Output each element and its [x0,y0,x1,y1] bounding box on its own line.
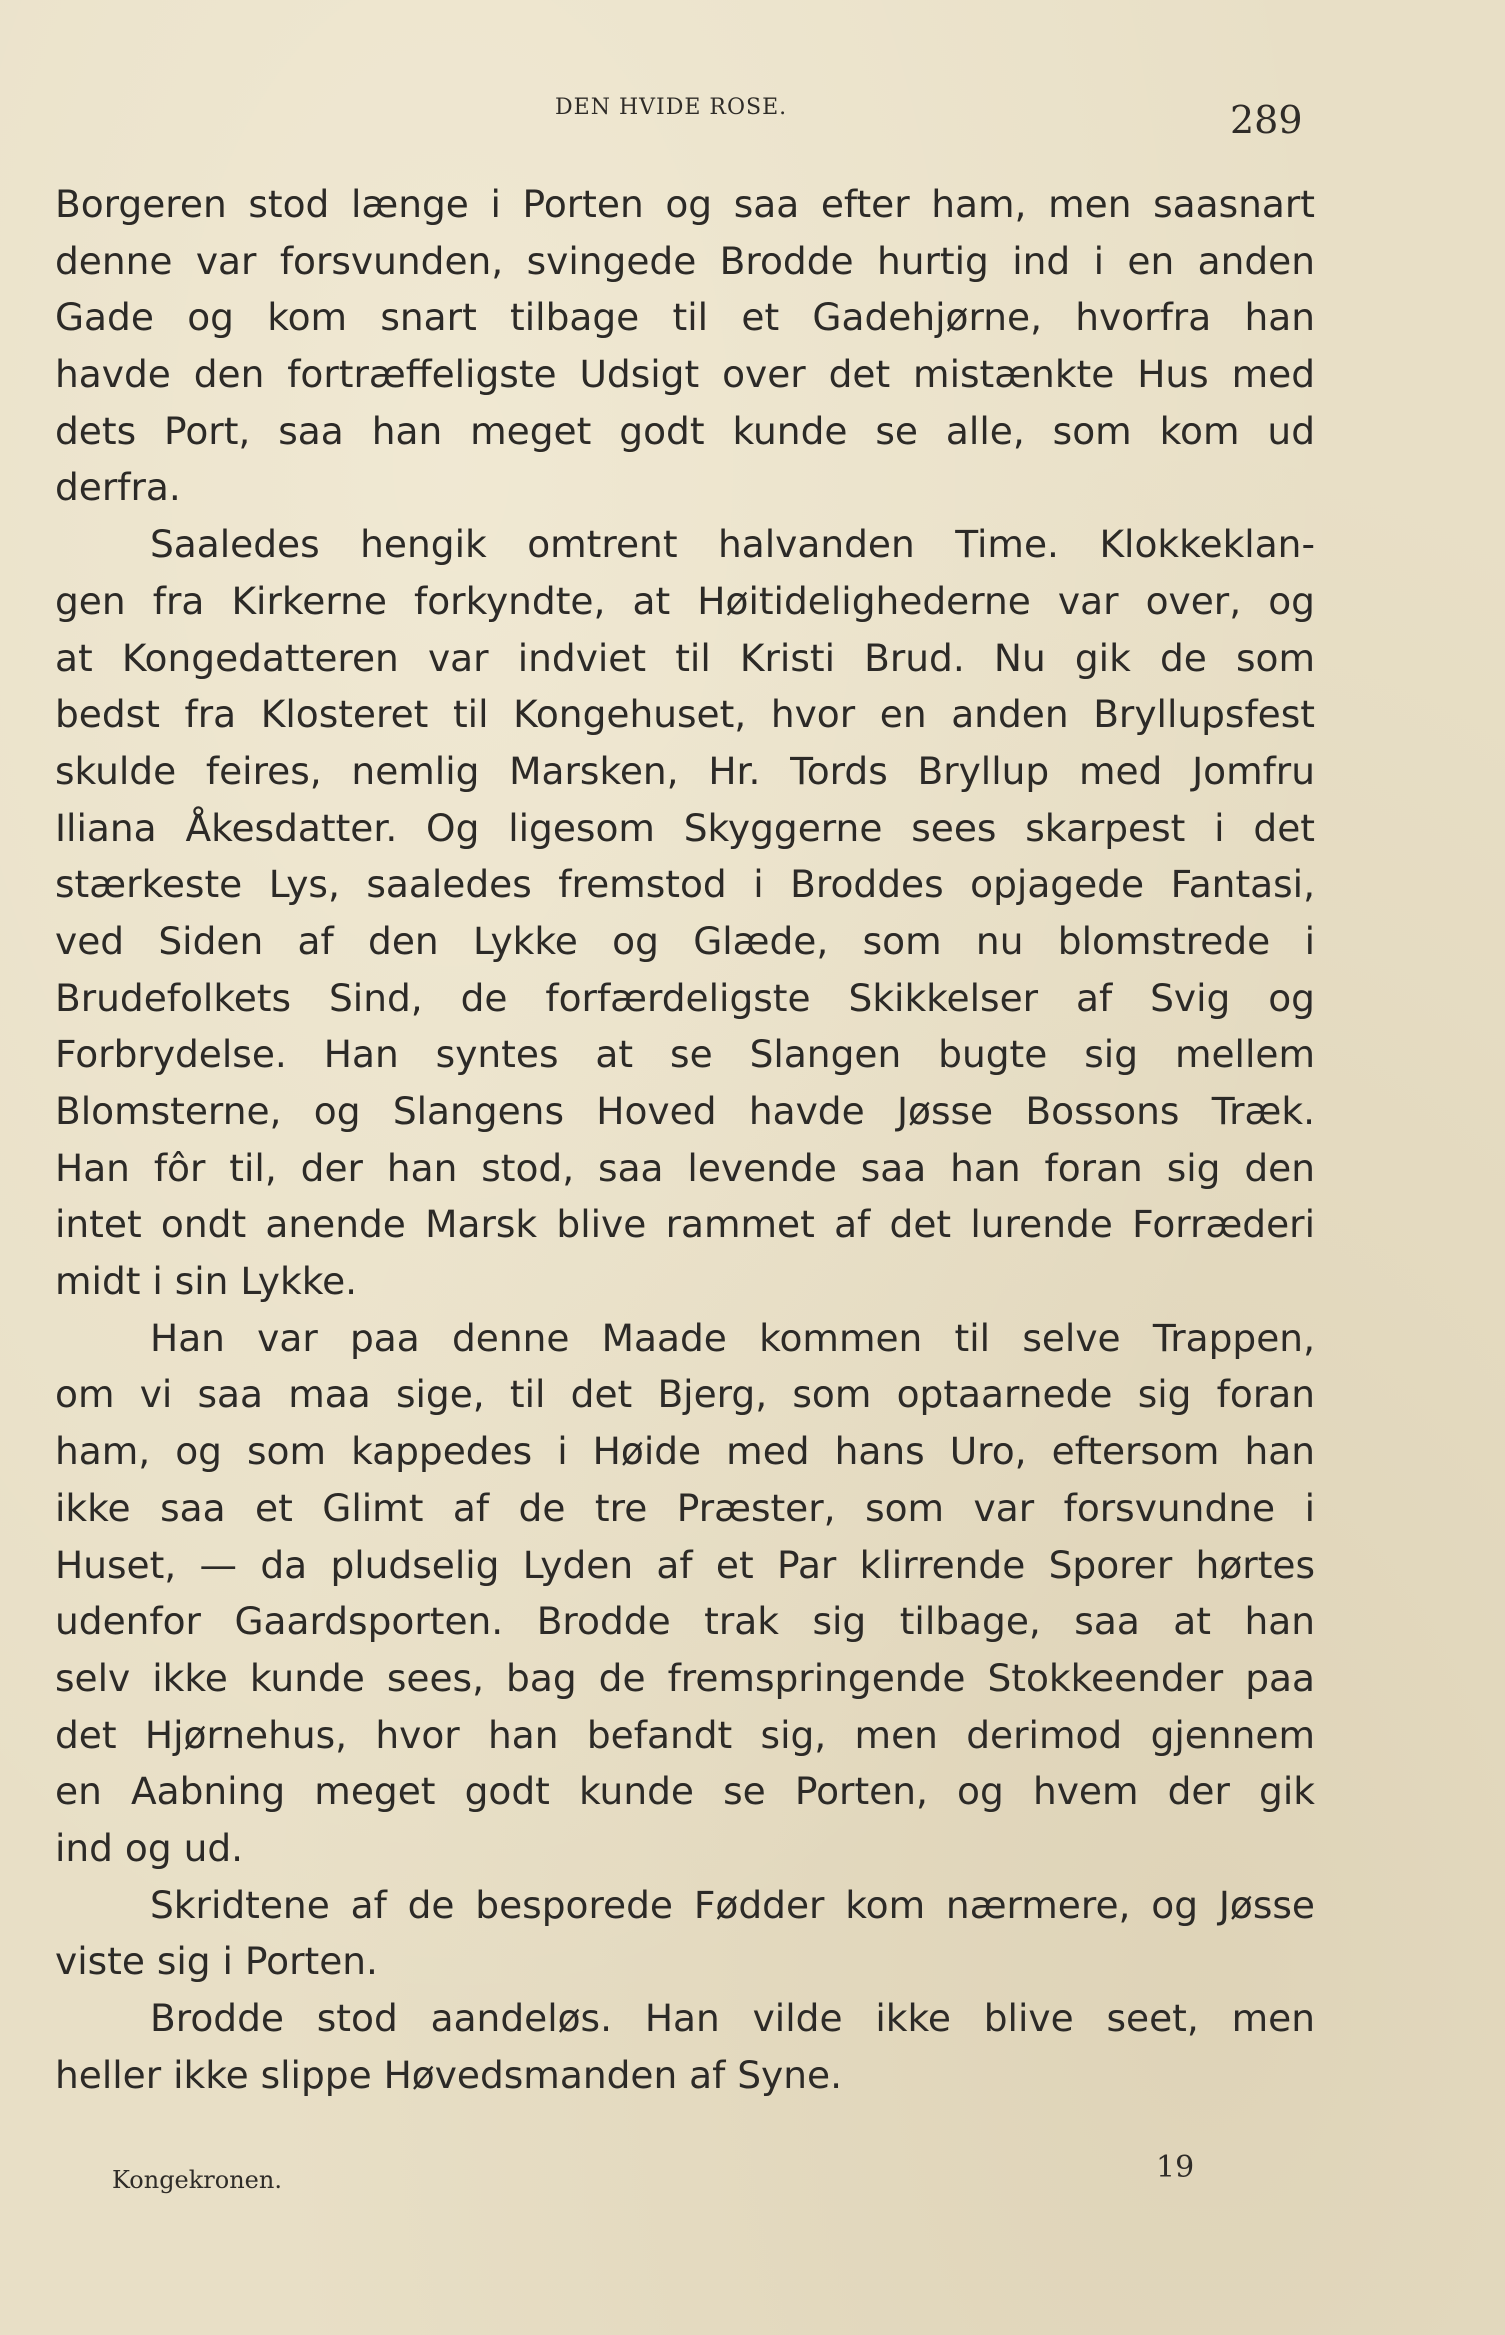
text-line: om vi saa maa sige, til det Bjerg, som optaarnede sig foran [55,1372,1315,1417]
text-line: en Aabning meget godt kunde se Porten, og hvem der gik [55,1769,1315,1814]
page-number: 289 [1230,98,1303,142]
text-line: Huset, — da pludselig Lyden af et Par klirrende Sporer hørtes [55,1542,1315,1587]
text-line: ved Siden af den Lykke og Glæde, som nu blomstrede i [55,918,1315,963]
body-text [55,176,1315,2103]
text-line: Gade og kom snart tilbage til et Gadehjørne, hvorfra han [55,295,1315,340]
text-line: intet ondt anende Marsk blive rammet af det lurende Forræderi [55,1202,1315,1247]
text-line: Skridtene af de besporede Fødder kom nærmere, og Jøsse [150,1882,1315,1927]
text-line: Han fôr til, der han stod, saa levende saa han foran sig den [55,1145,1315,1190]
text-line: Brodde stod aandeløs. Han vilde ikke blive seet, men [150,1996,1315,2040]
running-title: DEN HVIDE ROSE. [555,95,788,120]
text-line: ham, og som kappedes i Høide med hans Uro, eftersom han [55,1429,1315,1474]
text-line: selv ikke kunde sees, bag de fremspringende Stokkeender paa [55,1655,1315,1700]
text-line: midt i sin Lykke. [55,1259,358,1304]
text-line: skulde feires, nemlig Marsken, Hr. Tords Bryllup med Jomfru [55,748,1315,793]
text-line: Borgeren stod længe i Porten og saa efter ham, men saasnart [55,182,1315,226]
text-line: bedst fra Klosteret til Kongehuset, hvor en anden Bryllupsfest [55,692,1315,737]
text-line: ind og ud. [55,1825,244,1870]
text-line: ikke saa et Glimt af de tre Præster, som var forsvundne i [55,1485,1315,1530]
text-line: stærkeste Lys, saaledes fremstod i Broddes opjagede Fantasi, [55,862,1315,907]
text-line: at Kongedatteren var indviet til Kristi Brud. Nu gik de som [55,635,1315,680]
text-line: havde den fortræffeligste Udsigt over det mistænkte Hus med [55,352,1315,397]
text-line: Blomsterne, og Slangens Hoved havde Jøsse Bossons Træk. [55,1089,1315,1133]
text-line: Han var paa denne Maade kommen til selve Trappen, [150,1315,1315,1360]
text-line: Forbrydelse. Han syntes at se Slangen bugte sig mellem [55,1032,1315,1077]
text-line: Iliana Åkesdatter. Og ligesom Skyggerne sees skarpest i det [55,805,1315,850]
text-line: udenfor Gaardsporten. Brodde trak sig tilbage, saa at han [55,1599,1315,1644]
text-line: viste sig i Porten. [55,1939,378,1984]
text-line: heller ikke slippe Høvedsmanden af Syne. [55,2052,843,2097]
text-line: det Hjørnehus, hvor han befandt sig, men derimod gjennem [55,1712,1315,1757]
signature-number: 19 [1156,2150,1195,2185]
text-line: dets Port, saa han meget godt kunde se alle, som kom ud [55,408,1315,453]
text-line: Saaledes hengik omtrent halvanden Time. Klokkeklan- [150,522,1315,567]
text-line: gen fra Kirkerne forkyndte, at Høitidelighederne var over, og [55,578,1315,623]
text-line: derfra. [55,465,181,510]
text-line: denne var forsvunden, svingede Brodde hurtig ind i en anden [55,238,1315,283]
text-line: Brudefolkets Sind, de forfærdeligste Skikkelser af Svig og [55,975,1315,1020]
printer-signature: Kongekronen. [112,2166,282,2194]
